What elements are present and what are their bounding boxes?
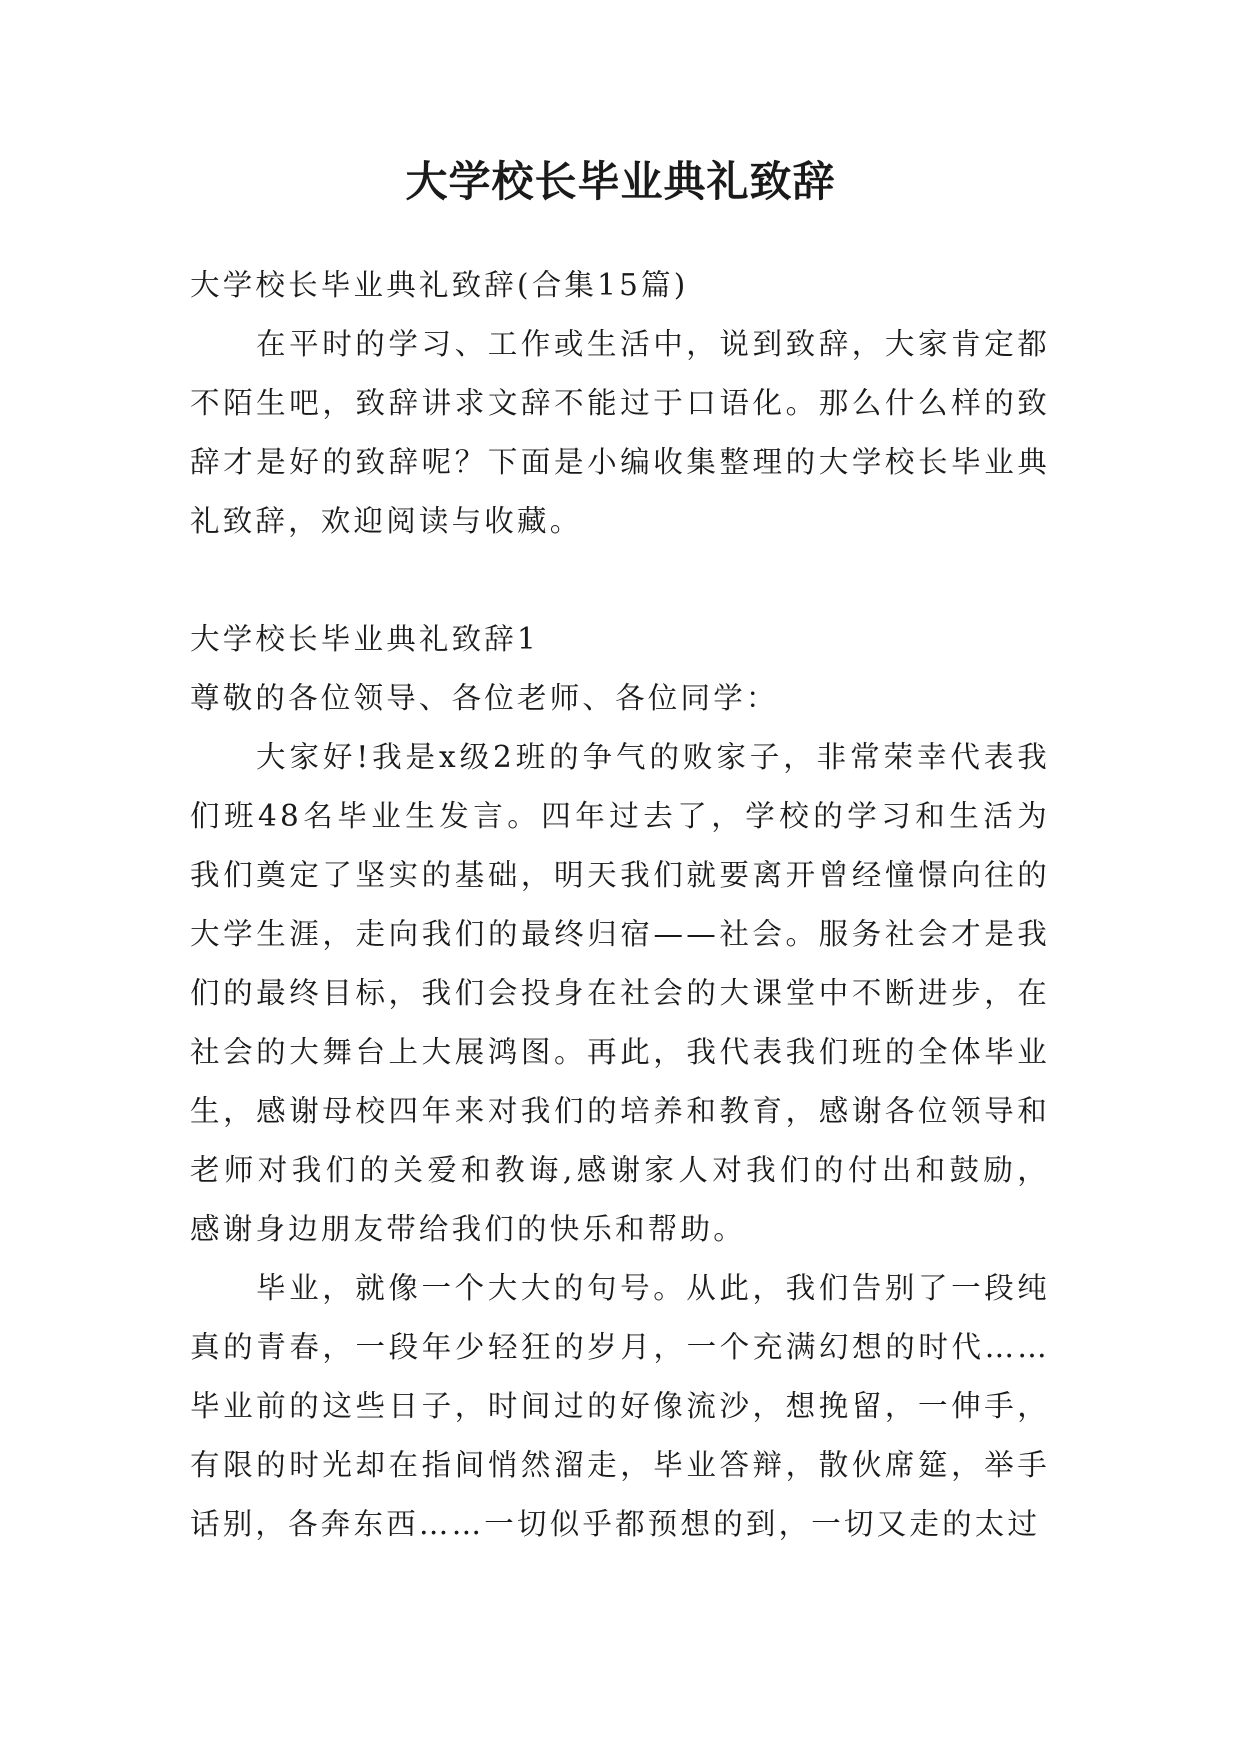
section-heading: 大学校长毕业典礼致辞1 [190, 622, 539, 656]
body-paragraph-1: 大家好!我是x级2班的争气的败家子，非常荣幸代表我们班48名毕业生发言。四年过去了，学校的学习和生活为我们奠定了坚实的基础，明天我们就要离开曾经憧憬向往的大学生涯，走向我们的最终归宿——社会。服务社会才是我们的最终目标，我们会投身在社会的大课堂中不断进步，在社会的大舞台上大展鸿图。再此，我代表我们班的全体毕业生，感谢母校四年来对我们的培养和教育，感谢各位领导和老师对我们的关爱和教诲,感谢家人对我们的付出和鼓励，感谢身边朋友带给我们的快乐和帮助。 [190, 740, 1050, 1246]
intro-paragraph: 在平时的学习、工作或生活中，说到致辞，大家肯定都不陌生吧，致辞讲求文辞不能过于口语化。那么什么样的致辞才是好的致辞呢？下面是小编收集整理的大学校长毕业典礼致辞，欢迎阅读与收藏。 [190, 327, 1050, 538]
document-title: 大学校长毕业典礼致辞 [405, 157, 836, 206]
collection-subtitle: 大学校长毕业典礼致辞(合集15篇) [190, 268, 689, 302]
salutation: 尊敬的各位领导、各位老师、各位同学： [190, 681, 779, 715]
body-paragraph-2: 毕业，就像一个大大的句号。从此，我们告别了一段纯真的青春，一段年少轻狂的岁月，一个充满幻想的时代……毕业前的这些日子，时间过的好像流沙，想挽留，一伸手，有限的时光却在指间悄然溜走，毕业答辩，散伙席筵，举手话别，各奔东西……一切似乎都预想的到，一切又走的太过 [190, 1271, 1050, 1541]
document-body [190, 256, 1050, 1554]
